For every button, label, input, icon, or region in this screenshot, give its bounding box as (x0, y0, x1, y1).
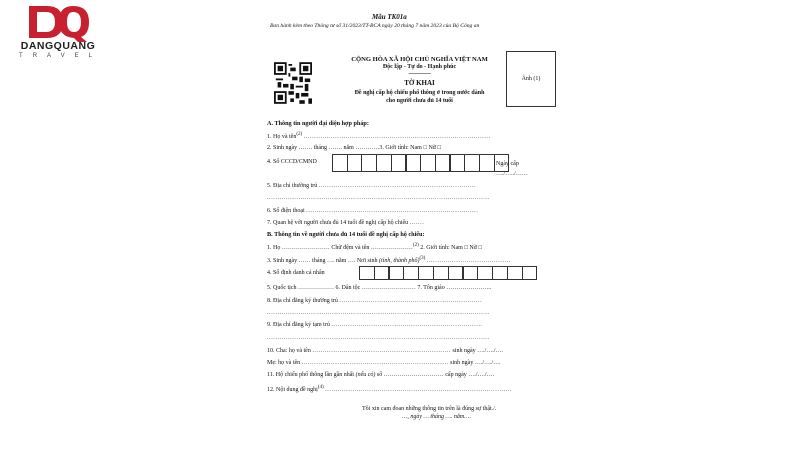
id-issue-date: Ngày cấp …./…../…… (496, 161, 528, 177)
field-a-birth-gender: 2. Sinh ngày ……. tháng ……. năm …………3. Giới tính: Nam □ Nữ □ (267, 145, 442, 151)
field-a-relation: 7. Quan hệ với người chưa đủ 14 tuổi đề nghị cấp hộ chiếu ....... (267, 220, 425, 226)
field-b-last-passport: 11. Hộ chiếu phổ thông lần gần nhất (nếu có) số ………………………… cấp ngày …./…./…. (267, 372, 495, 378)
field-a-fullname: 1. Họ và tên$^{(2)}$ ......................................................................................... (267, 132, 491, 140)
form-code: Mẫu TK01a (372, 13, 407, 21)
commitment-statement: Tôi xin cam đoan những thông tin trên là đúng sự thật./. (362, 406, 497, 412)
field-b-temporary-continued: .......................................................................................................... (267, 335, 490, 341)
photo-label: Ảnh (1) (521, 75, 541, 82)
header-rule: --------------- (408, 70, 431, 77)
form-description-2: cho người chưa đủ 14 tuổi (386, 98, 453, 105)
id-number-boxes[interactable] (332, 154, 508, 172)
logo-brand-text: DANGQUANG (20, 40, 96, 52)
field-b-request: 12. Nội dung đề nghị$^{(4)}$ ......................................................................................... (267, 385, 513, 393)
field-b-permanent-address: 8. Địa chỉ đăng ký thường trú .................................................................... (267, 298, 483, 304)
dq-logo-mark-icon (23, 2, 93, 42)
country-name: CỘNG HÒA XÃ HỘI CHỦ NGHĨA VIỆT NAM (351, 56, 488, 63)
passport-application-form (262, 14, 562, 444)
field-a-permanent-address: 5. Địa chỉ thường trú ........................................................................... (267, 183, 477, 189)
section-b-title: B. Thông tin về người chưa đủ 14 tuổi đề nghị cấp hộ chiếu: (267, 231, 425, 238)
logo-sub-text: TRAVEL (19, 53, 102, 59)
field-b-birth: 3. Sinh ngày …… tháng …. năm …. Nơi sinh (tỉnh, thành phố)$^{(3)}$ ........................................ (267, 256, 511, 264)
form-header (332, 56, 507, 105)
field-b-father: 10. Cha: họ và tên .................................................................. sinh ngày …./…./…. (267, 348, 503, 354)
form-title: TỜ KHAI (404, 78, 435, 87)
field-b-permanent-continued: .......................................................................................................... (267, 310, 490, 316)
field-b-nationality-ethnic-religion: 5. Quốc tịch ……………… 6. Dân tộc ……………………… 7. Tôn giáo ………………….. (267, 285, 492, 291)
qr-code-icon (274, 62, 312, 104)
personal-id-boxes[interactable] (359, 266, 537, 280)
issued-by-note: Ban hành kèm theo Thông tư số 31/2023/TT-BCA ngày 20 tháng 7 năm 2023 của Bộ Công an (270, 23, 480, 29)
field-b-mother: Mẹ: họ và tên ...................................................................... sinh ngày …./…./…. (267, 360, 501, 366)
photo-box (506, 51, 556, 107)
section-a-title: A. Thông tin người đại diện hợp pháp: (267, 120, 369, 127)
field-b-personal-id-label: 4. Số định danh cá nhân (267, 270, 325, 276)
field-b-temporary-address: 9. Địa chỉ đăng ký tạm trú ........................................................................ (267, 322, 483, 328)
field-a-phone: 6. Số điện thoại .................................................................................. (267, 208, 479, 214)
field-b-name-gender: 1. Họ …………………… Chữ đệm và tên …………………$^{(2)}$ 2. Giới tính: Nam □ Nữ □ (267, 243, 483, 251)
field-a-address-continued: .......................................................................................................... (267, 195, 490, 201)
form-description-1: Đề nghị cấp hộ chiếu phổ thông ở trong nước dành (354, 89, 485, 96)
national-motto: Độc lập - Tự do - Hạnh phúc (382, 64, 457, 71)
commitment-date: …, ngày … tháng …. năm…. (402, 414, 472, 420)
company-logo (8, 2, 108, 70)
field-a-id-label: 4. Số CCCD/CMND (267, 159, 317, 165)
